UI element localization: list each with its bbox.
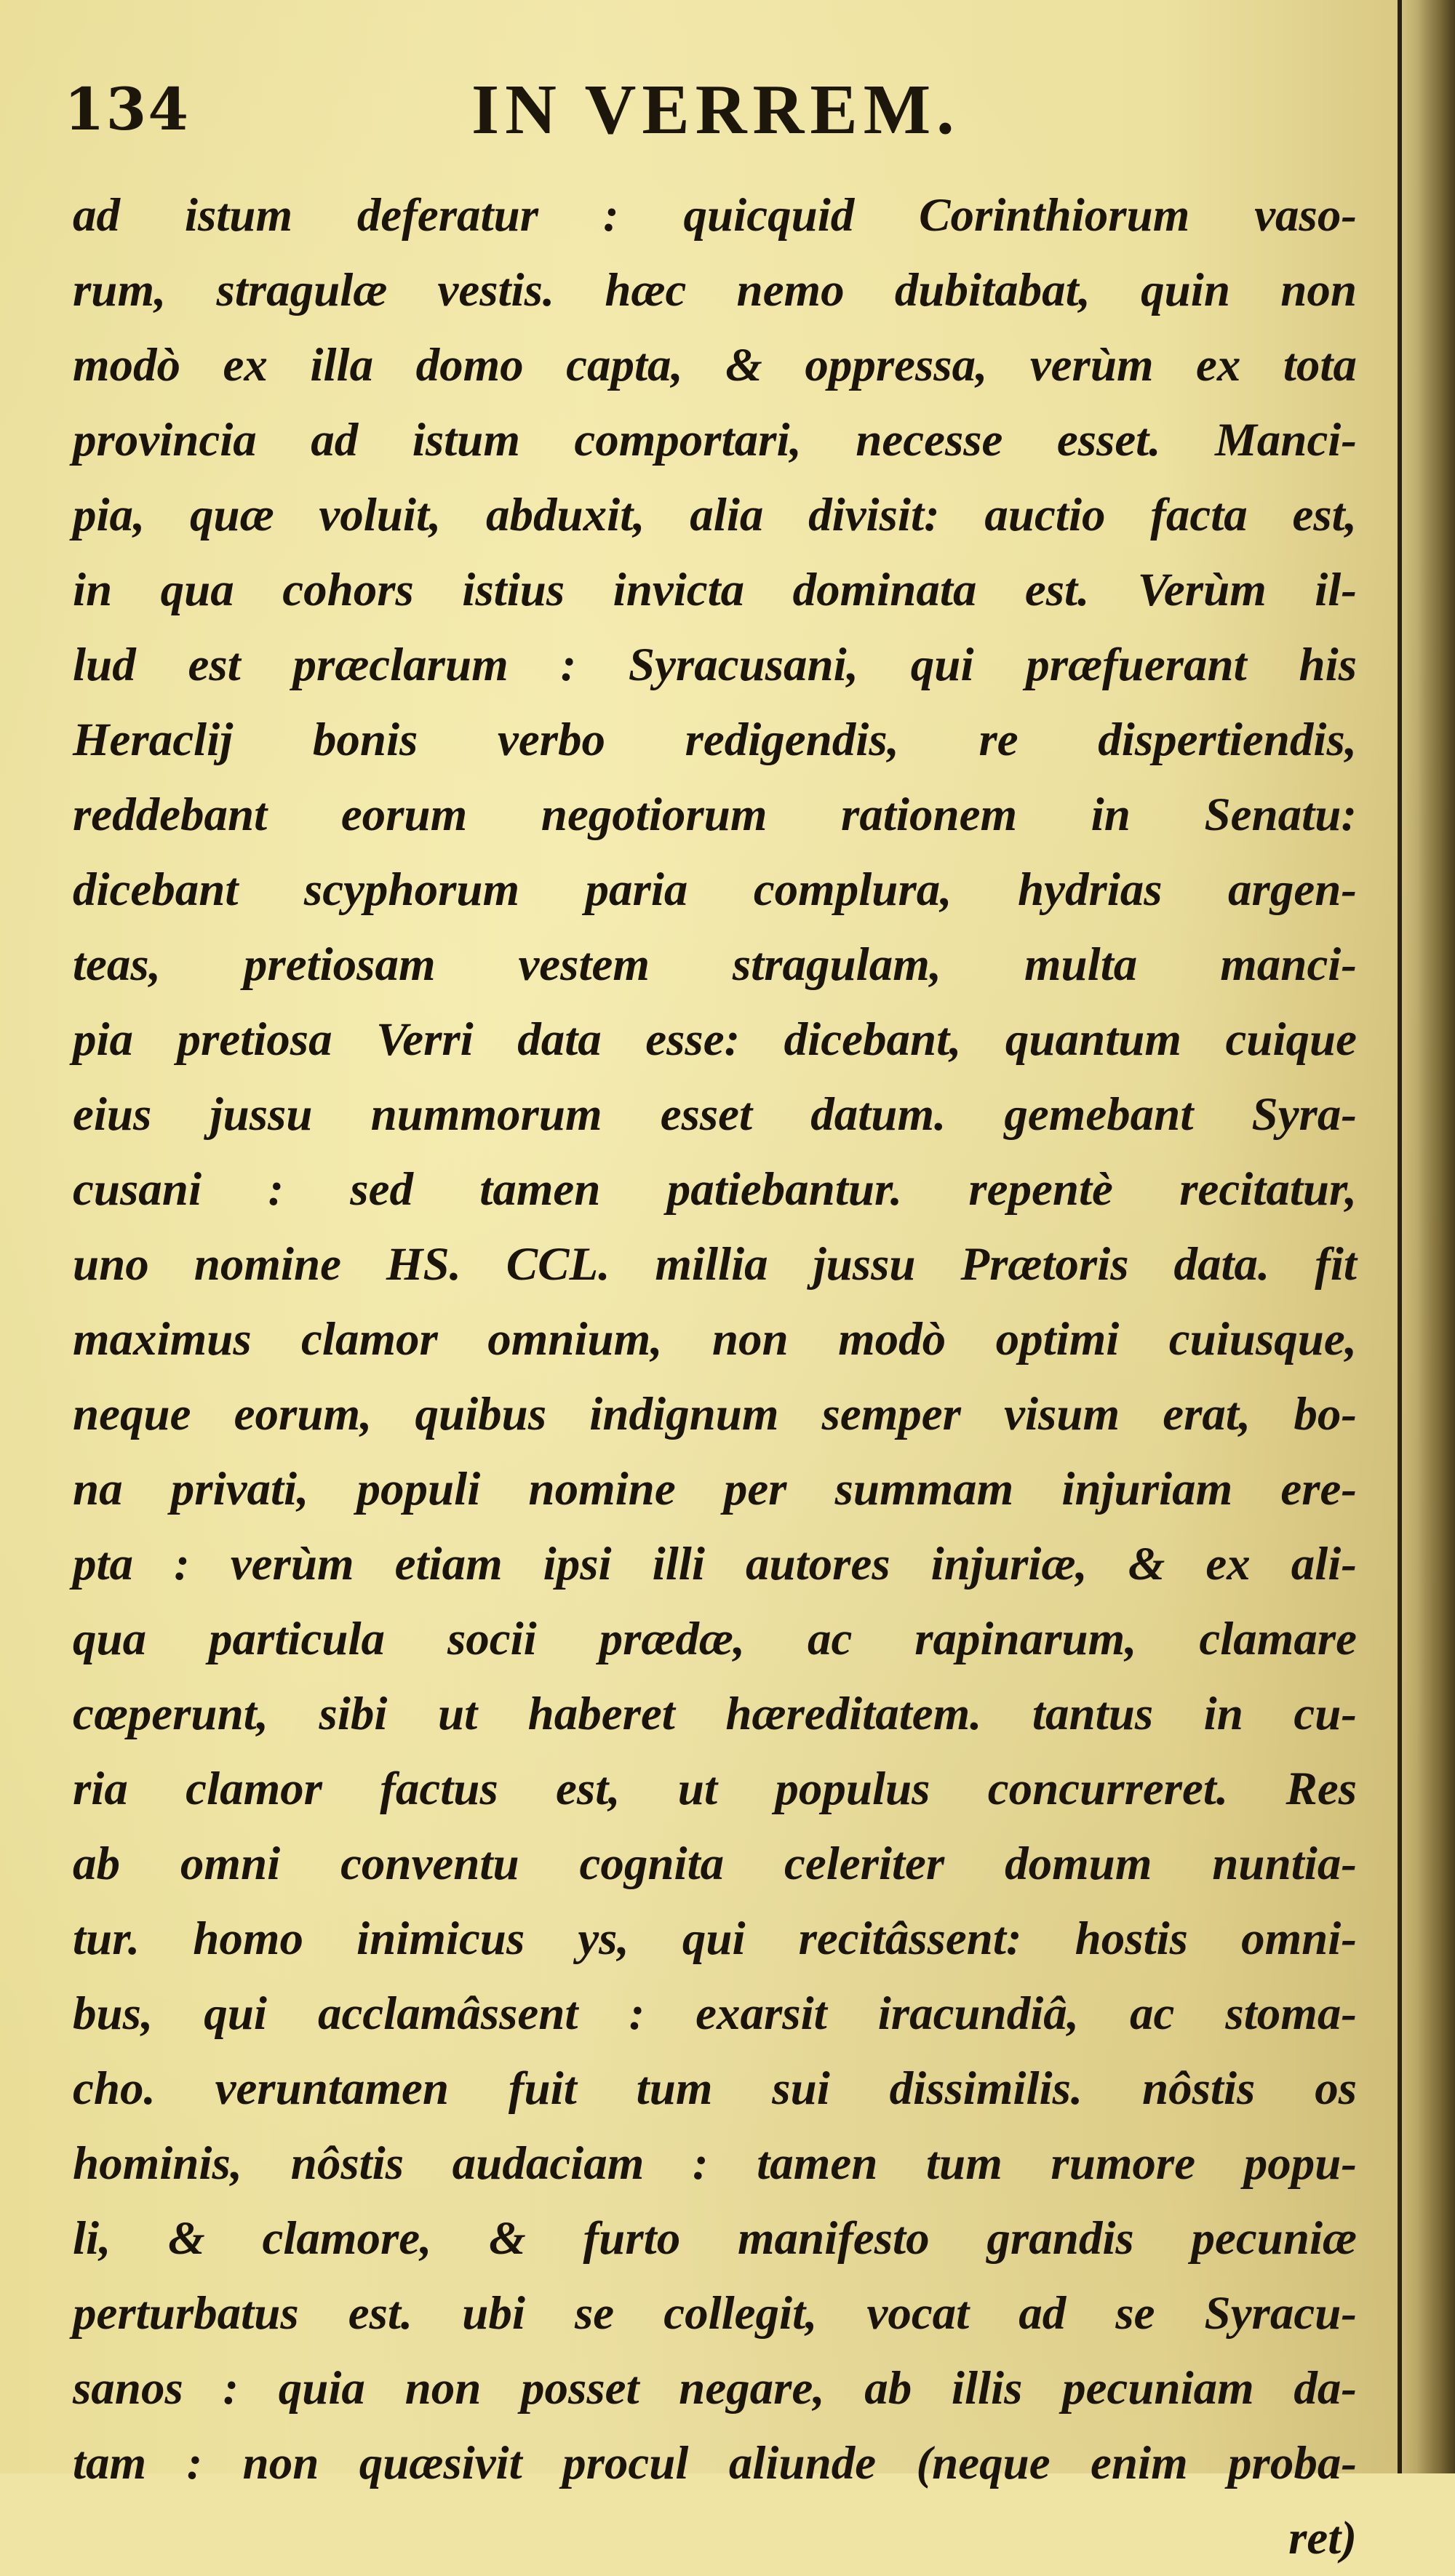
text-line: eius jussu nummorum esset datum. gemebant Syra-: [73, 1088, 1357, 1141]
text-line: qua particula socii prædæ, ac rapinarum, clamare: [73, 1613, 1357, 1665]
text-line: sanos : quia non posset negare, ab illis pecuniam da-: [73, 2362, 1357, 2414]
text-line: dicebant scyphorum paria complura, hydrias argen-: [73, 864, 1357, 916]
text-line: cusani : sed tamen patiebantur. repentè recitatur,: [73, 1163, 1357, 1216]
page-gutter-shadow: [1417, 0, 1455, 2473]
text-line: ab omni conventu cognita celeriter domum nuntia-: [73, 1838, 1357, 1890]
text-line: neque eorum, quibus indignum semper visum erat, bo-: [73, 1388, 1357, 1440]
text-line: teas, pretiosam vestem stragulam, multa manci-: [73, 938, 1357, 991]
text-line: reddebant eorum negotiorum rationem in Senatu:: [73, 789, 1357, 841]
text-line: bus, qui acclamâssent : exarsit iracundiâ, ac stoma-: [73, 1987, 1357, 2040]
text-line: cho. veruntamen fuit tum sui dissimilis. nôstis os: [73, 2062, 1357, 2115]
text-line: li, & clamore, & furto manifesto grandis pecuniæ: [73, 2212, 1357, 2265]
text-line: maximus clamor omnium, non modò optimi cuiusque,: [73, 1313, 1357, 1365]
text-line: modò ex illa domo capta, & oppressa, verùm ex tota: [73, 339, 1357, 391]
text-line: uno nomine HS. CCL. millia jussu Prætoris data. fit: [73, 1238, 1357, 1291]
binding-rule: [1398, 0, 1402, 2473]
page-header: [64, 69, 1344, 156]
text-line: lud est præclarum : Syracusani, qui præfuerant his: [73, 639, 1357, 691]
text-line: na privati, populi nomine per summam injuriam ere-: [73, 1463, 1357, 1515]
text-line: provincia ad istum comportari, necesse esset. Manci-: [73, 414, 1357, 466]
body-text: [73, 178, 1357, 2564]
text-line: tam : non quæsivit procul aliunde (neque enim proba-: [73, 2437, 1357, 2489]
text-line: pta : verùm etiam ipsi illi autores injuriæ, & ex ali-: [73, 1538, 1357, 1590]
text-line: perturbatus est. ubi se collegit, vocat ad se Syracu-: [73, 2287, 1357, 2340]
page-number: 134: [64, 75, 190, 143]
text-line: pia, quæ voluit, abduxit, alia divisit: auctio facta est,: [73, 489, 1357, 541]
text-line: tur. homo inimicus ys, qui recitâssent: hostis omni-: [73, 1913, 1357, 1965]
text-line: pia pretiosa Verri data esse: dicebant, quantum cuique: [73, 1013, 1357, 1066]
text-line: ad istum deferatur : quicquid Corinthiorum vaso-: [73, 189, 1357, 242]
text-line: ria clamor factus est, ut populus concurreret. Res: [73, 1763, 1357, 1815]
text-line: cœperunt, sibi ut haberet hæreditatem. tantus in cu-: [73, 1688, 1357, 1740]
text-line: hominis, nôstis audaciam : tamen tum rumore popu-: [73, 2137, 1357, 2190]
text-line: in qua cohors istius invicta dominata est. Verùm il-: [73, 564, 1357, 616]
text-line: Heraclij bonis verbo redigendis, re dispertiendis,: [73, 714, 1357, 766]
running-title: IN VERREM.: [471, 71, 960, 149]
text-line: rum, stragulæ vestis. hæc nemo dubitabat, quin non: [73, 264, 1357, 316]
text-line-catchword: ret): [1288, 2512, 1357, 2564]
